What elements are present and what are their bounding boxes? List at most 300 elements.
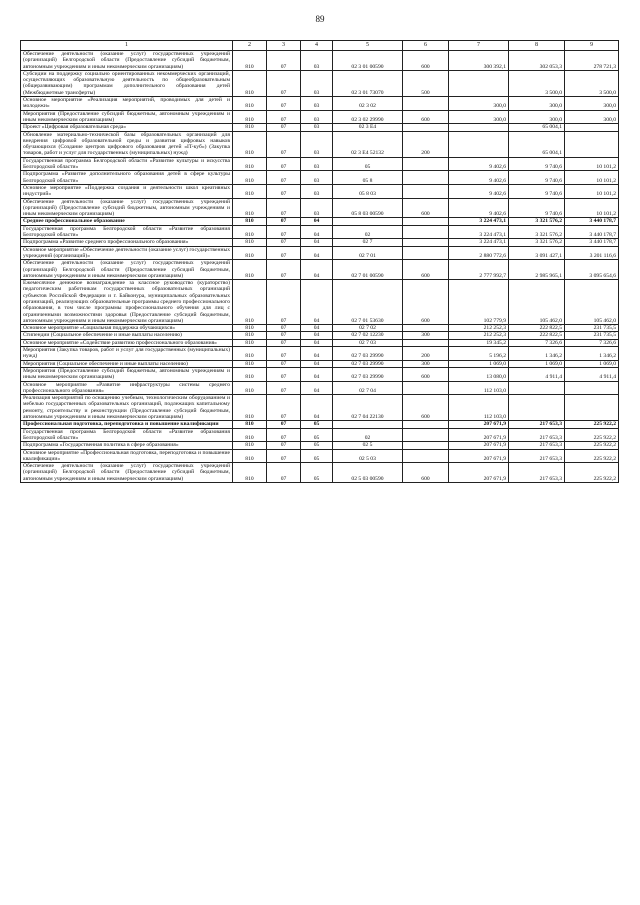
section-cell: 07 — [267, 239, 301, 246]
amount-year1-cell — [449, 131, 509, 157]
item-name-cell: Мероприятия (Социальное обеспечение и иные выплаты населению) — [21, 360, 233, 367]
page-number: 89 — [315, 14, 325, 24]
item-name-cell: Государственная программа Белгородской области «Развитие культуры и искусства Белгородской области» — [21, 157, 233, 171]
section-cell: 07 — [267, 347, 301, 361]
subsection-cell: 04 — [301, 225, 333, 239]
ministry-code-cell: 810 — [233, 325, 267, 332]
target-item-cell: 02 7 02 — [333, 325, 403, 332]
ministry-code-cell: 810 — [233, 184, 267, 198]
amount-year2-cell: 300,0 — [509, 110, 565, 124]
expense-type-cell — [403, 449, 449, 463]
amount-year3-cell: 10 101,2 — [565, 171, 619, 185]
amount-year3-cell: 225 922,2 — [565, 428, 619, 442]
amount-year3-cell: 10 101,2 — [565, 157, 619, 171]
amount-year3-cell: 300,0 — [565, 110, 619, 124]
target-item-cell: 05 8 — [333, 171, 403, 185]
ministry-code-cell: 810 — [233, 280, 267, 325]
item-name-cell: Подпрограмма «Развитие дополнительного образования детей в сфере культуры Белгородской области» — [21, 171, 233, 185]
section-cell: 07 — [267, 360, 301, 367]
subsection-cell: 04 — [301, 332, 333, 339]
section-cell: 07 — [267, 395, 301, 421]
expense-type-cell — [403, 218, 449, 225]
section-cell: 07 — [267, 124, 301, 131]
ministry-code-cell: 810 — [233, 339, 267, 346]
table-row — [21, 449, 619, 463]
expense-type-cell: 200 — [403, 131, 449, 157]
amount-year1-cell: 9 402,6 — [449, 157, 509, 171]
amount-year3-cell: 231 735,5 — [565, 325, 619, 332]
amount-year2-cell — [509, 395, 565, 421]
subsection-cell: 03 — [301, 131, 333, 157]
expense-type-cell: 600 — [403, 367, 449, 381]
section-cell: 07 — [267, 198, 301, 218]
table-body — [21, 51, 619, 483]
target-item-cell: 05 8 03 — [333, 184, 403, 198]
amount-year2-cell: 222 822,5 — [509, 325, 565, 332]
amount-year1-cell — [449, 124, 509, 131]
subsection-cell: 05 — [301, 449, 333, 463]
amount-year2-cell: 1 346,2 — [509, 347, 565, 361]
subsection-cell: 04 — [301, 280, 333, 325]
amount-year2-cell: 9 740,6 — [509, 198, 565, 218]
column-header: 1 — [21, 41, 233, 51]
item-name-cell: Основное мероприятие «Обеспечение деятельности (оказание услуг) государственных учреждений (организаций)» — [21, 246, 233, 260]
table-row — [21, 51, 619, 71]
amount-year3-cell: 3 201 116,6 — [565, 246, 619, 260]
amount-year3-cell: 1 069,0 — [565, 360, 619, 367]
ministry-code-cell: 810 — [233, 157, 267, 171]
expense-type-cell: 600 — [403, 198, 449, 218]
amount-year2-cell: 217 653,3 — [509, 463, 565, 483]
amount-year1-cell: 1 069,0 — [449, 360, 509, 367]
expense-type-cell — [403, 97, 449, 111]
expense-type-cell — [403, 421, 449, 428]
ministry-code-cell: 810 — [233, 51, 267, 71]
ministry-code-cell: 810 — [233, 110, 267, 124]
expense-type-cell — [403, 184, 449, 198]
amount-year2-cell: 217 653,3 — [509, 428, 565, 442]
expense-type-cell — [403, 225, 449, 239]
amount-year2-cell: 105 462,0 — [509, 280, 565, 325]
ministry-code-cell: 810 — [233, 198, 267, 218]
amount-year2-cell: 3 321 576,2 — [509, 218, 565, 225]
expense-type-cell — [403, 442, 449, 449]
table-row — [21, 360, 619, 367]
section-cell: 07 — [267, 171, 301, 185]
item-name-cell: Основное мероприятие «Профессиональная подготовка, переподготовка и повышение квалификации» — [21, 449, 233, 463]
target-item-cell — [333, 421, 403, 428]
subsection-cell: 04 — [301, 367, 333, 381]
ministry-code-cell: 810 — [233, 381, 267, 395]
expense-type-cell — [403, 239, 449, 246]
amount-year1-cell: 212 252,3 — [449, 325, 509, 332]
expense-type-cell — [403, 157, 449, 171]
section-cell: 07 — [267, 463, 301, 483]
target-item-cell: 05 8 03 00590 — [333, 198, 403, 218]
target-item-cell: 02 5 03 00590 — [333, 463, 403, 483]
amount-year3-cell — [565, 395, 619, 421]
subsection-cell: 04 — [301, 339, 333, 346]
table-row — [21, 280, 619, 325]
section-cell: 07 — [267, 184, 301, 198]
item-name-cell: Ежемесячное денежное вознаграждение за классное руководство (кураторство) педагогическим работникам государственных образовательных организаций субъектов Российской Федерации и г. Байконура, муниципальных образовательных организаций, реализующих образовательные программы среднего профессионального образования, в том числе программы профессионального обучения для лиц с ограниченными возможностями здоровья (Предоставление субсидий бюджетным, автономным учреждениям и иным некоммерческим организациям) — [21, 280, 233, 325]
subsection-cell: 04 — [301, 246, 333, 260]
item-name-cell: Основное мероприятие «Социальная поддержка обучающихся» — [21, 325, 233, 332]
target-item-cell: 02 — [333, 225, 403, 239]
target-item-cell — [333, 218, 403, 225]
amount-year1-cell: 9 402,6 — [449, 171, 509, 185]
subsection-cell: 04 — [301, 395, 333, 421]
item-name-cell: Обеспечение деятельности (оказание услуг) государственных учреждений (организаций) Белгородской области (Предоставление субсидий бюджетным, автономным учреждениям и иным некоммерческим организациям) — [21, 260, 233, 280]
table-row — [21, 198, 619, 218]
amount-year1-cell — [449, 70, 509, 96]
table-row — [21, 381, 619, 395]
table-row — [21, 347, 619, 361]
subsection-cell: 04 — [301, 260, 333, 280]
ministry-code-cell: 810 — [233, 442, 267, 449]
expense-type-cell: 600 — [403, 463, 449, 483]
amount-year1-cell: 207 671,9 — [449, 463, 509, 483]
subsection-cell: 04 — [301, 381, 333, 395]
item-name-cell: Среднее профессиональное образование — [21, 218, 233, 225]
column-header: 5 — [333, 41, 403, 51]
table-row — [21, 260, 619, 280]
target-item-cell: 02 3 01 73070 — [333, 70, 403, 96]
section-cell: 07 — [267, 421, 301, 428]
item-name-cell: Субсидии на поддержку социально ориентированных некоммерческих организаций, осуществляющих образовательную деятельность по общеобразовательным (общеразвивающим) программам дополнительного образования детей (Межбюджетные трансферты) — [21, 70, 233, 96]
amount-year1-cell: 2 880 772,6 — [449, 246, 509, 260]
target-item-cell: 02 7 04 — [333, 381, 403, 395]
table-row — [21, 428, 619, 442]
target-item-cell: 02 7 02 12230 — [333, 332, 403, 339]
ministry-code-cell: 810 — [233, 367, 267, 381]
ministry-code-cell: 810 — [233, 260, 267, 280]
table-row — [21, 218, 619, 225]
table-row — [21, 184, 619, 198]
expense-type-cell: 300 — [403, 332, 449, 339]
subsection-cell: 03 — [301, 198, 333, 218]
amount-year2-cell: 3 500,0 — [509, 70, 565, 96]
ministry-code-cell: 810 — [233, 428, 267, 442]
target-item-cell: 02 3 01 00590 — [333, 51, 403, 71]
amount-year1-cell: 102 779,9 — [449, 280, 509, 325]
subsection-cell: 03 — [301, 124, 333, 131]
amount-year2-cell: 217 653,3 — [509, 421, 565, 428]
amount-year3-cell: 278 721,3 — [565, 51, 619, 71]
item-name-cell: Мероприятия (Закупка товаров, работ и услуг для государственных (муниципальных) нужд) — [21, 347, 233, 361]
amount-year3-cell: 7 326,6 — [565, 339, 619, 346]
expense-type-cell — [403, 246, 449, 260]
expense-type-cell: 600 — [403, 260, 449, 280]
ministry-code-cell: 810 — [233, 395, 267, 421]
item-name-cell: Подпрограмма «Развитие среднего профессионального образования» — [21, 239, 233, 246]
target-item-cell: 02 3 E4 — [333, 124, 403, 131]
item-name-cell: Обеспечение деятельности (оказание услуг) государственных учреждений (организаций) Белгородской области (Предоставление субсидий бюджетным, автономным учреждениям и иным некоммерческим организациям) — [21, 463, 233, 483]
amount-year1-cell: 300,0 — [449, 110, 509, 124]
amount-year2-cell: 3 091 427,1 — [509, 246, 565, 260]
subsection-cell: 05 — [301, 442, 333, 449]
amount-year2-cell: 7 326,6 — [509, 339, 565, 346]
amount-year3-cell: 105 462,0 — [565, 280, 619, 325]
section-cell: 07 — [267, 332, 301, 339]
amount-year3-cell: 10 101,2 — [565, 198, 619, 218]
amount-year2-cell: 65 004,1 — [509, 131, 565, 157]
section-cell: 07 — [267, 218, 301, 225]
amount-year2-cell: 3 321 576,2 — [509, 239, 565, 246]
section-cell: 07 — [267, 449, 301, 463]
target-item-cell: 02 7 — [333, 239, 403, 246]
item-name-cell: Проект «Цифровая образовательная среда» — [21, 124, 233, 131]
expense-type-cell: 600 — [403, 110, 449, 124]
subsection-cell: 03 — [301, 70, 333, 96]
amount-year1-cell: 112 103,0 — [449, 381, 509, 395]
amount-year3-cell: 3 095 654,6 — [565, 260, 619, 280]
table-row — [21, 97, 619, 111]
subsection-cell: 04 — [301, 239, 333, 246]
section-cell: 07 — [267, 339, 301, 346]
target-item-cell: 02 7 01 00590 — [333, 260, 403, 280]
section-cell: 07 — [267, 428, 301, 442]
amount-year1-cell: 2 777 992,7 — [449, 260, 509, 280]
table-row — [21, 157, 619, 171]
section-cell: 07 — [267, 225, 301, 239]
amount-year3-cell: 225 922,2 — [565, 421, 619, 428]
expense-type-cell: 500 — [403, 70, 449, 96]
item-name-cell: Обеспечение деятельности (оказание услуг) государственных учреждений (организаций) Белгородской области (Предоставление субсидий бюджетным, автономным учреждениям и иным некоммерческим организациям) — [21, 51, 233, 71]
amount-year2-cell — [509, 381, 565, 395]
amount-year2-cell: 222 822,5 — [509, 332, 565, 339]
ministry-code-cell: 810 — [233, 218, 267, 225]
ministry-code-cell: 810 — [233, 124, 267, 131]
ministry-code-cell: 810 — [233, 246, 267, 260]
target-item-cell: 02 7 01 — [333, 246, 403, 260]
section-cell: 07 — [267, 157, 301, 171]
amount-year2-cell: 65 004,1 — [509, 124, 565, 131]
target-item-cell: 05 — [333, 157, 403, 171]
ministry-code-cell: 810 — [233, 332, 267, 339]
table-row — [21, 110, 619, 124]
amount-year3-cell: 3 500,0 — [565, 70, 619, 96]
amount-year2-cell: 3 321 576,2 — [509, 225, 565, 239]
target-item-cell: 02 3 E4 52132 — [333, 131, 403, 157]
column-header: 4 — [301, 41, 333, 51]
amount-year3-cell: 3 440 178,7 — [565, 218, 619, 225]
subsection-cell: 03 — [301, 184, 333, 198]
expense-type-cell — [403, 325, 449, 332]
amount-year3-cell — [565, 124, 619, 131]
amount-year1-cell: 300,0 — [449, 97, 509, 111]
item-name-cell: Обновление материально-технической базы образовательных организаций для внедрения цифровой образовательной среды и развития цифровых навыков обучающихся (Создание центров цифрового образования детей «IT-куб») (Закупка товаров, работ и услуг для государственных (муниципальных) нужд) — [21, 131, 233, 157]
ministry-code-cell: 810 — [233, 360, 267, 367]
amount-year1-cell: 207 671,9 — [449, 442, 509, 449]
amount-year3-cell: 225 922,2 — [565, 442, 619, 449]
expense-type-cell: 600 — [403, 51, 449, 71]
amount-year1-cell: 3 224 473,1 — [449, 239, 509, 246]
item-name-cell: Подпрограмма «Государственная политика в сфере образования» — [21, 442, 233, 449]
item-name-cell: Стипендии (Социальное обеспечение и иные выплаты населению) — [21, 332, 233, 339]
amount-year3-cell: 3 440 178,7 — [565, 225, 619, 239]
expense-type-cell — [403, 428, 449, 442]
ministry-code-cell: 810 — [233, 463, 267, 483]
ministry-code-cell: 810 — [233, 347, 267, 361]
column-header: 6 — [403, 41, 449, 51]
amount-year3-cell: 225 922,2 — [565, 463, 619, 483]
amount-year3-cell: 4 911,4 — [565, 367, 619, 381]
table-row — [21, 325, 619, 332]
table-row — [21, 367, 619, 381]
amount-year1-cell: 3 224 473,1 — [449, 225, 509, 239]
budget-table — [20, 40, 619, 483]
expense-type-cell — [403, 339, 449, 346]
subsection-cell: 05 — [301, 421, 333, 428]
item-name-cell: Государственная программа Белгородской области «Развитие образования Белгородской области» — [21, 225, 233, 239]
target-item-cell: 02 5 03 — [333, 449, 403, 463]
target-item-cell: 02 7 04 22130 — [333, 395, 403, 421]
ministry-code-cell: 810 — [233, 239, 267, 246]
ministry-code-cell: 810 — [233, 97, 267, 111]
ministry-code-cell: 810 — [233, 225, 267, 239]
ministry-code-cell: 810 — [233, 449, 267, 463]
section-cell: 07 — [267, 381, 301, 395]
subsection-cell: 04 — [301, 325, 333, 332]
amount-year3-cell: 300,0 — [565, 97, 619, 111]
section-cell: 07 — [267, 110, 301, 124]
subsection-cell: 03 — [301, 110, 333, 124]
amount-year3-cell — [565, 131, 619, 157]
item-name-cell: Мероприятия (Предоставление субсидий бюджетным, автономным учреждениям и иным некоммерческим организациям) — [21, 367, 233, 381]
amount-year1-cell: 207 671,9 — [449, 449, 509, 463]
amount-year1-cell: 112 103,0 — [449, 395, 509, 421]
subsection-cell: 03 — [301, 97, 333, 111]
table-row — [21, 124, 619, 131]
table-row — [21, 395, 619, 421]
amount-year2-cell: 1 069,0 — [509, 360, 565, 367]
amount-year3-cell: 10 101,2 — [565, 184, 619, 198]
section-cell: 07 — [267, 367, 301, 381]
item-name-cell: Основное мероприятие «Развитие инфраструктуры системы среднего профессионального образования» — [21, 381, 233, 395]
column-header: 7 — [449, 41, 509, 51]
amount-year3-cell — [565, 381, 619, 395]
amount-year2-cell: 2 985 965,1 — [509, 260, 565, 280]
subsection-cell: 05 — [301, 428, 333, 442]
item-name-cell: Основное мероприятие «Содействие развитию профессионального образования» — [21, 339, 233, 346]
item-name-cell: Реализация мероприятий по оснащению учебным, технологическим оборудованием и мебелью государственных образовательных организаций, подлежащих капитальному ремонту, строительству и реконструкции (Предоставление субсидий бюджетным, автономным учреждениям и иным некоммерческим организациям) — [21, 395, 233, 421]
column-header: 2 — [233, 41, 267, 51]
column-header: 3 — [267, 41, 301, 51]
target-item-cell: 02 3 02 — [333, 97, 403, 111]
section-cell: 07 — [267, 325, 301, 332]
ministry-code-cell: 810 — [233, 70, 267, 96]
table-row — [21, 131, 619, 157]
amount-year2-cell: 4 911,4 — [509, 367, 565, 381]
amount-year2-cell: 217 653,3 — [509, 442, 565, 449]
section-cell: 07 — [267, 131, 301, 157]
target-item-cell: 02 7 01 53630 — [333, 280, 403, 325]
expense-type-cell: 300 — [403, 360, 449, 367]
amount-year1-cell: 13 080,0 — [449, 367, 509, 381]
amount-year1-cell: 5 196,2 — [449, 347, 509, 361]
amount-year2-cell: 217 653,3 — [509, 449, 565, 463]
subsection-cell: 03 — [301, 171, 333, 185]
column-header: 9 — [565, 41, 619, 51]
amount-year1-cell: 19 345,2 — [449, 339, 509, 346]
section-cell: 07 — [267, 70, 301, 96]
subsection-cell: 03 — [301, 157, 333, 171]
table-row — [21, 442, 619, 449]
section-cell: 07 — [267, 51, 301, 71]
target-item-cell: 02 5 — [333, 442, 403, 449]
target-item-cell: 02 7 03 — [333, 339, 403, 346]
table-row — [21, 339, 619, 346]
item-name-cell: Основное мероприятие «Поддержка создания и деятельности школ креативных индустрий» — [21, 184, 233, 198]
item-name-cell: Обеспечение деятельности (оказание услуг) государственных учреждений (организаций) (Предоставление субсидий бюджетным, автономным учреждениям и иным некоммерческим организациям) — [21, 198, 233, 218]
amount-year1-cell: 207 671,9 — [449, 428, 509, 442]
amount-year2-cell: 302 053,3 — [509, 51, 565, 71]
item-name-cell: Основное мероприятие «Реализация мероприятий, проводимых для детей и молодежи» — [21, 97, 233, 111]
amount-year1-cell: 207 671,9 — [449, 421, 509, 428]
item-name-cell: Государственная программа Белгородской области «Развитие образования Белгородской области» — [21, 428, 233, 442]
amount-year1-cell: 300 392,1 — [449, 51, 509, 71]
subsection-cell: 04 — [301, 218, 333, 225]
table-row — [21, 421, 619, 428]
subsection-cell: 05 — [301, 463, 333, 483]
expense-type-cell — [403, 124, 449, 131]
amount-year3-cell: 1 346,2 — [565, 347, 619, 361]
table-row — [21, 332, 619, 339]
amount-year2-cell: 9 740,6 — [509, 171, 565, 185]
amount-year3-cell: 225 922,2 — [565, 449, 619, 463]
amount-year1-cell: 9 402,6 — [449, 198, 509, 218]
table-row — [21, 246, 619, 260]
amount-year1-cell: 3 224 473,1 — [449, 218, 509, 225]
expense-type-cell: 600 — [403, 395, 449, 421]
expense-type-cell — [403, 171, 449, 185]
target-item-cell: 02 7 03 29990 — [333, 347, 403, 361]
section-cell: 07 — [267, 260, 301, 280]
expense-type-cell: 200 — [403, 347, 449, 361]
table-row — [21, 239, 619, 246]
section-cell: 07 — [267, 280, 301, 325]
table-row — [21, 225, 619, 239]
table-row — [21, 171, 619, 185]
section-cell: 07 — [267, 246, 301, 260]
target-item-cell: 02 7 03 29990 — [333, 367, 403, 381]
section-cell: 07 — [267, 97, 301, 111]
table-row — [21, 463, 619, 483]
amount-year2-cell: 9 740,6 — [509, 157, 565, 171]
ministry-code-cell: 810 — [233, 131, 267, 157]
subsection-cell: 03 — [301, 51, 333, 71]
amount-year3-cell: 231 735,5 — [565, 332, 619, 339]
amount-year2-cell: 9 740,6 — [509, 184, 565, 198]
ministry-code-cell: 810 — [233, 421, 267, 428]
table-row — [21, 70, 619, 96]
item-name-cell: Мероприятия (Предоставление субсидий бюджетным, автономным учреждениям и иным некоммерческим организациям) — [21, 110, 233, 124]
target-item-cell: 02 7 03 29990 — [333, 360, 403, 367]
subsection-cell: 04 — [301, 347, 333, 361]
ministry-code-cell: 810 — [233, 171, 267, 185]
table-header-row — [21, 41, 619, 51]
amount-year1-cell: 9 402,6 — [449, 184, 509, 198]
section-cell: 07 — [267, 442, 301, 449]
amount-year3-cell: 3 440 178,7 — [565, 239, 619, 246]
target-item-cell: 02 — [333, 428, 403, 442]
expense-type-cell: 600 — [403, 280, 449, 325]
amount-year1-cell: 212 252,3 — [449, 332, 509, 339]
target-item-cell: 02 3 02 29990 — [333, 110, 403, 124]
subsection-cell: 04 — [301, 360, 333, 367]
item-name-cell: Профессиональная подготовка, переподготовка и повышение квалификации — [21, 421, 233, 428]
